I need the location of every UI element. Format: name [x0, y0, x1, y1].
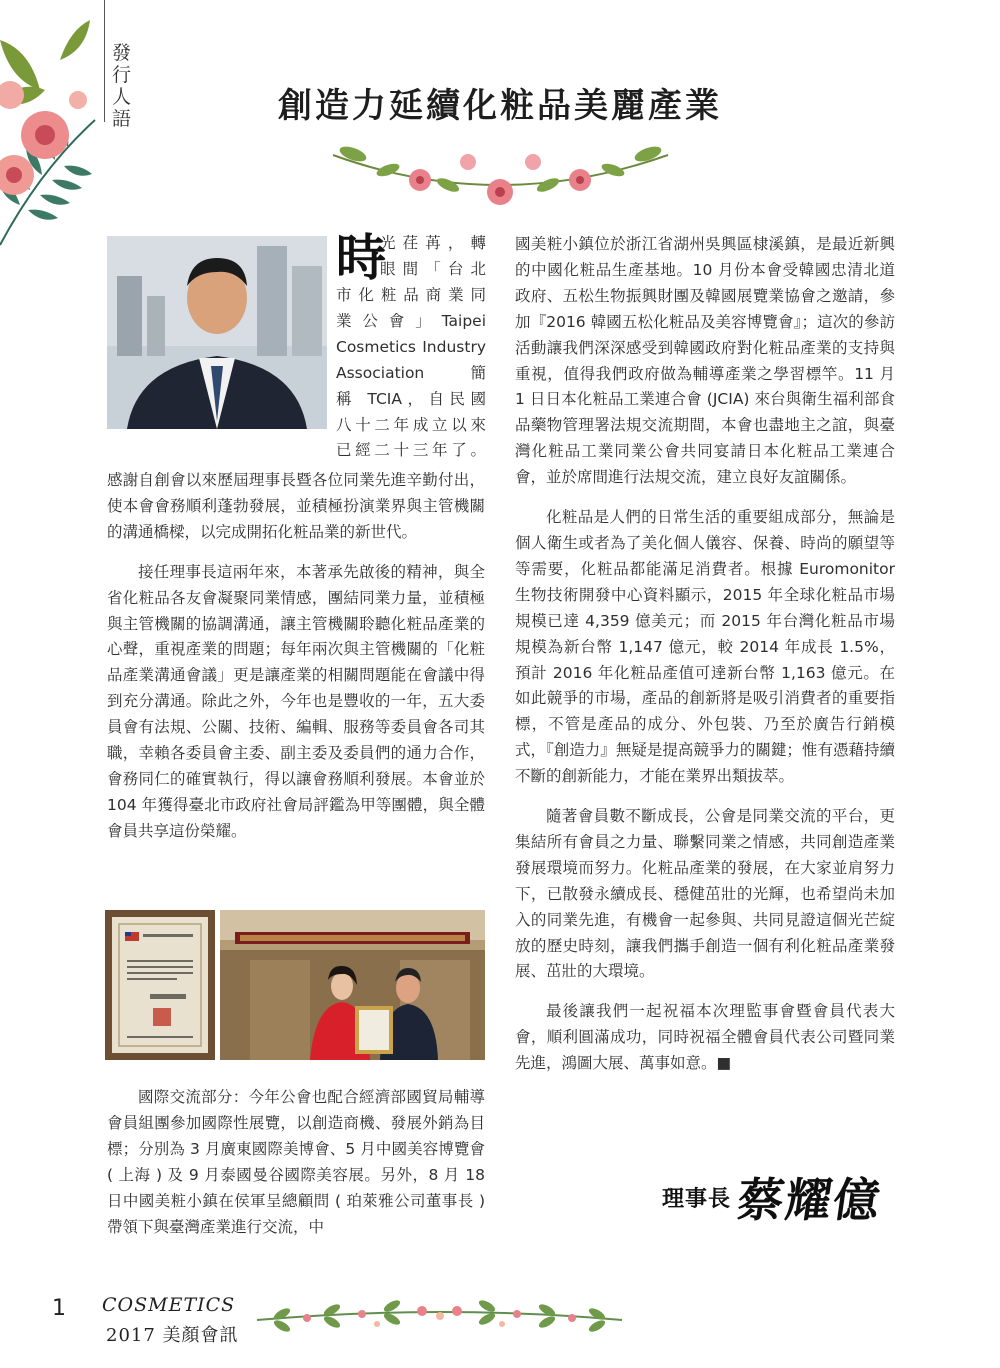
intro-line: 光荏苒，轉: [380, 234, 486, 252]
paragraph: 感謝自創會以來歷屆理事長暨各位同業先進辛勤付出，使本會會務順利蓬勃發展，並積極扮演業界與主管機關的溝通橋樑，以完成開拓化粧品業的新世代。: [107, 471, 485, 541]
floral-garland-decoration: [328, 140, 673, 210]
paragraph: 國美粧小鎮位於浙江省湖州吳興區棣溪鎮，是最近新興的中國化粧品生產基地。10 月份本會受韓國忠清北道政府、五松生物振興財團及韓國展覽業協會之邀請，參加『2016 韓國五松化粧品及美容博覽會』；這次的參訪活動讓我們深深感受到韓國政府對化粧品產業的支持與重視，值得我們政府做為輔導產業之學習標竿。11 月 1 日日本化粧品工業連合會 (JCIA) 來台與衛生福利部食品藥物管理署法規交流期間，本會也盡地主之誼，與臺灣化粧品工業同業公會共同宴請日本化粧品工業連合會，並於席間進行法規交流，建立良好友誼關係。: [515, 235, 895, 487]
intro-line: Association 簡: [336, 363, 486, 382]
section-label-char: 語: [112, 108, 132, 130]
signature-title: 理事長: [662, 1186, 732, 1212]
floral-footer-decoration: [252, 1294, 627, 1342]
section-label: [112, 42, 134, 130]
paragraph: 隨著會員數不斷成長，公會是同業交流的平台，更集結所有會員之力量、聯繫同業之情感，共同創造產業發展環境而努力。化粧品產業的發展，在大家並肩努力下，已散發永續成長、穩健茁壯的光輝，也希望尚未加入的同業先進，有機會一起參與、共同見證這個光芒綻放的歷史時刻，讓我們攜手創造一個有利化粧品產業發展、茁壯的大環境。: [515, 807, 895, 981]
intro-line: 業公會」Taipei: [336, 311, 486, 330]
intro-lines-top: [336, 231, 486, 283]
signature-name: 蔡耀億: [733, 1173, 886, 1227]
intro-line: 八十二年成立以來: [336, 415, 486, 434]
magazine-name: COSMETICS: [102, 1294, 236, 1316]
section-label-char: 行: [112, 64, 132, 86]
chairman-photo: [107, 236, 327, 429]
magazine-subtitle: 2017 美顏會訊: [106, 1325, 239, 1346]
certificate-photo: [105, 910, 215, 1060]
intro-line: 稱 TCIA，自民國: [336, 389, 486, 408]
intro-line: 已經二十三年了。: [336, 441, 486, 460]
award-ceremony-photo: [220, 910, 485, 1060]
paragraph: 最後讓我們一起祝福本次理監事會暨會員代表大會，順利圓滿成功，同時祝福全體會員代表公司暨同業先進，鴻圖大展、萬事如意。■: [515, 1002, 895, 1073]
dropcap-letter: 時: [336, 229, 386, 287]
left-column: [107, 468, 485, 845]
intro-line: 市化粧品商業同: [336, 286, 486, 304]
section-label-char: 發: [112, 42, 132, 64]
intro-line: 眼間「台北: [380, 259, 486, 278]
paragraph: 接任理事長這兩年來，本著承先啟後的精神，與全省化粧品各友會凝聚同業情感，團結同業力量，並積極與主管機關的協調溝通，讓主管機關聆聽化粧品產業的心聲，重視產業的問題；每年兩次與主管機關的「化粧品產業溝通會議」更是讓產業的相關問題能在會議中得到充分溝通。除此之外，今年也是豐收的一年，五大委員會有法規、公關、技術、編輯、服務等委員會各司其職，幸賴各委員會主委、副主委及委員們的通力合作，會務同仁的確實執行，得以讓會務順利發展。本會並於 104 年獲得臺北市政府社會局評鑑為甲等團體，與全體會員共享這份榮耀。: [107, 562, 485, 840]
page-number: 1: [52, 1296, 66, 1321]
paragraph: 化粧品是人們的日常生活的重要組成部分，無論是個人衛生或者為了美化個人儀容、保養、時尚的願望等等需要，化粧品都能滿足消費者。根據 Euromonitor 生物技術開發中心資料顯示，2015 年全球化粧品市場規模已達 4,359 億美元；而 2015 年台灣化粧品市場規模為新台幣 1,147 億元，較 2014 年成長 1.5%，預計 2016 年化粧品產值可達新台幣 1,163 億元。在如此競爭的市場，產品的創新將是吸引消費者的重要指標，不管是產品的成分、外包裝、乃至於廣告行銷模式，『創造力』無疑是提高競爭力的關鍵；惟有憑藉持續不斷的創新能力，才能在業界出類拔萃。: [515, 508, 895, 786]
paragraph: 國際交流部分：今年公會也配合經濟部國貿局輔導會員組團參加國際性展覽，以創造商機、發展外銷為目標；分別為 3 月廣東國際美博會、5 月中國美容博覽會 ( 上海 ) 及 9 月泰國曼谷國際美容展。另外，8 月 18 日中國美粧小鎮在侯軍呈總顧問 ( 珀萊雅公司董事長 ) 帶領下與臺灣產業進行交流，中: [107, 1088, 485, 1236]
right-column: [515, 232, 895, 1077]
section-divider-line: [104, 0, 105, 122]
page-title: 創造力延續化粧品美麗產業: [278, 86, 722, 126]
section-label-char: 人: [112, 86, 132, 108]
left-column-continued: [107, 1085, 485, 1240]
intro-line: Cosmetics Industry: [336, 337, 486, 356]
intro-lines-body: [336, 283, 486, 464]
